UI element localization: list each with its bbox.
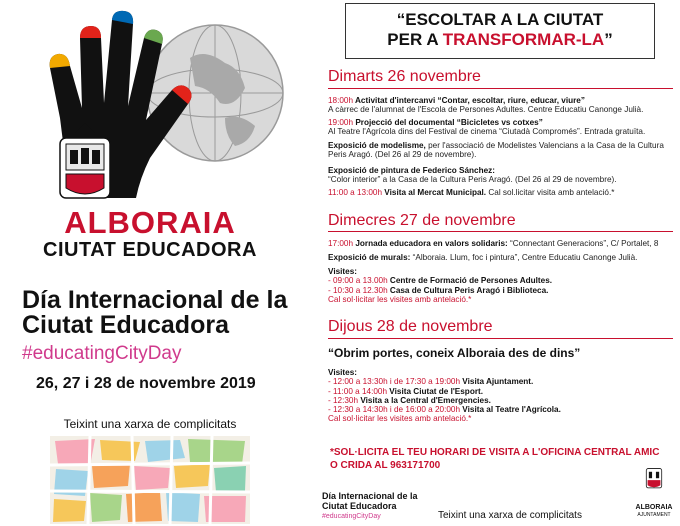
event-item: Exposició de modelisme, per l'associació de Modelistes Valencians a la Casa de la Cultura Peris Aragó. (Del 26 al 29 de novembre). — [328, 141, 664, 160]
footer-hashtag: #educatingCityDay — [322, 513, 381, 520]
ajuntament-logo-icon — [634, 466, 674, 502]
hand-globe-logo-icon — [40, 8, 285, 208]
event-item: Exposició de pintura de Federico Sánchez: “Color interior” a la Casa de la Cultura Peris Aragó. (Del 26 al 29 de novembre). — [328, 166, 617, 185]
event-item: 11:00 a 13:00h Visita al Mercat Municipal. Cal sol.licitar visita amb antelació.* — [328, 188, 615, 197]
brand-subtitle: CIUTAT EDUCADORA — [43, 239, 257, 261]
day-divider — [328, 338, 673, 339]
day-divider — [328, 231, 673, 232]
city-map-icon — [50, 436, 250, 524]
call-to-action — [330, 446, 659, 472]
visits-block: Visites: - 12:00 a 13:30h i de 17:30 a 19:00h Visita Ajuntament. - 11:00 a 14:00h Visita Ciutat de l'Esport. - 12:30h Visita a la Central d'Emergencies. - 12:30 a 14:30h i de 16:00 a 20:00h Visita al Teatre l'Agrícola. Cal sol·licitar les visites amb antelació.* — [328, 368, 561, 424]
footer-title: Día Internacional de la Ciutat Educadora — [322, 491, 418, 511]
event-item: Exposició de murals: “Alboraia. Llum, foc i pintura”, Centre Educatiu Canonge Julià. — [328, 253, 638, 262]
hashtag: #educatingCityDay — [22, 343, 182, 364]
day-heading: Dimecres 27 de novembre — [328, 212, 516, 229]
cta-line2: O CRIDA AL 963171700 — [330, 460, 441, 471]
slogan-banner — [345, 3, 655, 59]
cta-line1: *SOL·LICITA EL TEU HORARI DE VISITA A L'OFICINA CENTRAL AMIC — [330, 447, 660, 458]
right-panel — [320, 0, 680, 526]
visits-block: Visites: - 09:00 a 13.00h Centre de Formació de Persones Adultes. - 10:30 a 12.30h Casa de Cultura Peris Aragó i Biblioteca. Cal sol·licitar les visites amb antelació.* — [328, 267, 553, 304]
footer-tagline: Teixint una xarxa de complicitats — [438, 510, 582, 521]
day-divider — [328, 88, 673, 89]
day-subtitle: “Obrim portes, coneix Alboraia des de dins” — [328, 346, 581, 360]
day-heading: Dijous 28 de novembre — [328, 318, 493, 335]
event-item: 17:00h Jornada educadora en valors solidaris: “Connectant Generacions”, C/ Portalet, 8 — [328, 239, 659, 248]
event-item: 18:00h Activitat d'intercanvi “Contar, escoltar, riure, educar, viure” A càrrec de l'alumnat de l'Escola de Persones Adultes. Centre Educatiu Canonge Julià. — [328, 96, 644, 115]
slogan-line2-black: PER A — [387, 30, 443, 49]
footer-logo-sub: AJUNTAMENT — [637, 512, 671, 518]
slogan-line2 — [346, 30, 654, 50]
footer-logo-name: ALBORAIA — [635, 504, 673, 511]
event-title: Día Internacional de la Ciutat Educadora — [22, 286, 288, 339]
event-item: 19:00h Projecció del documental “Bicicletes vs cotxes” Al Teatre l'Agrícola dins del Festival de cinema “Ciutadà Compromés”. Entrada gratuïta. — [328, 118, 646, 137]
slogan-line2-red: TRANSFORMAR-LA — [442, 30, 605, 49]
brand-name: ALBORAIA — [64, 205, 236, 240]
tagline: Teixint una xarxa de complicitats — [63, 417, 237, 431]
day-heading: Dimarts 26 novembre — [328, 68, 481, 85]
slogan-line1: “ESCOLTAR A LA CIUTAT — [396, 10, 604, 29]
event-dates: 26, 27 i 28 de novembre 2019 — [36, 375, 256, 392]
left-panel — [0, 0, 320, 526]
slogan-line2-end: ” — [604, 30, 613, 49]
